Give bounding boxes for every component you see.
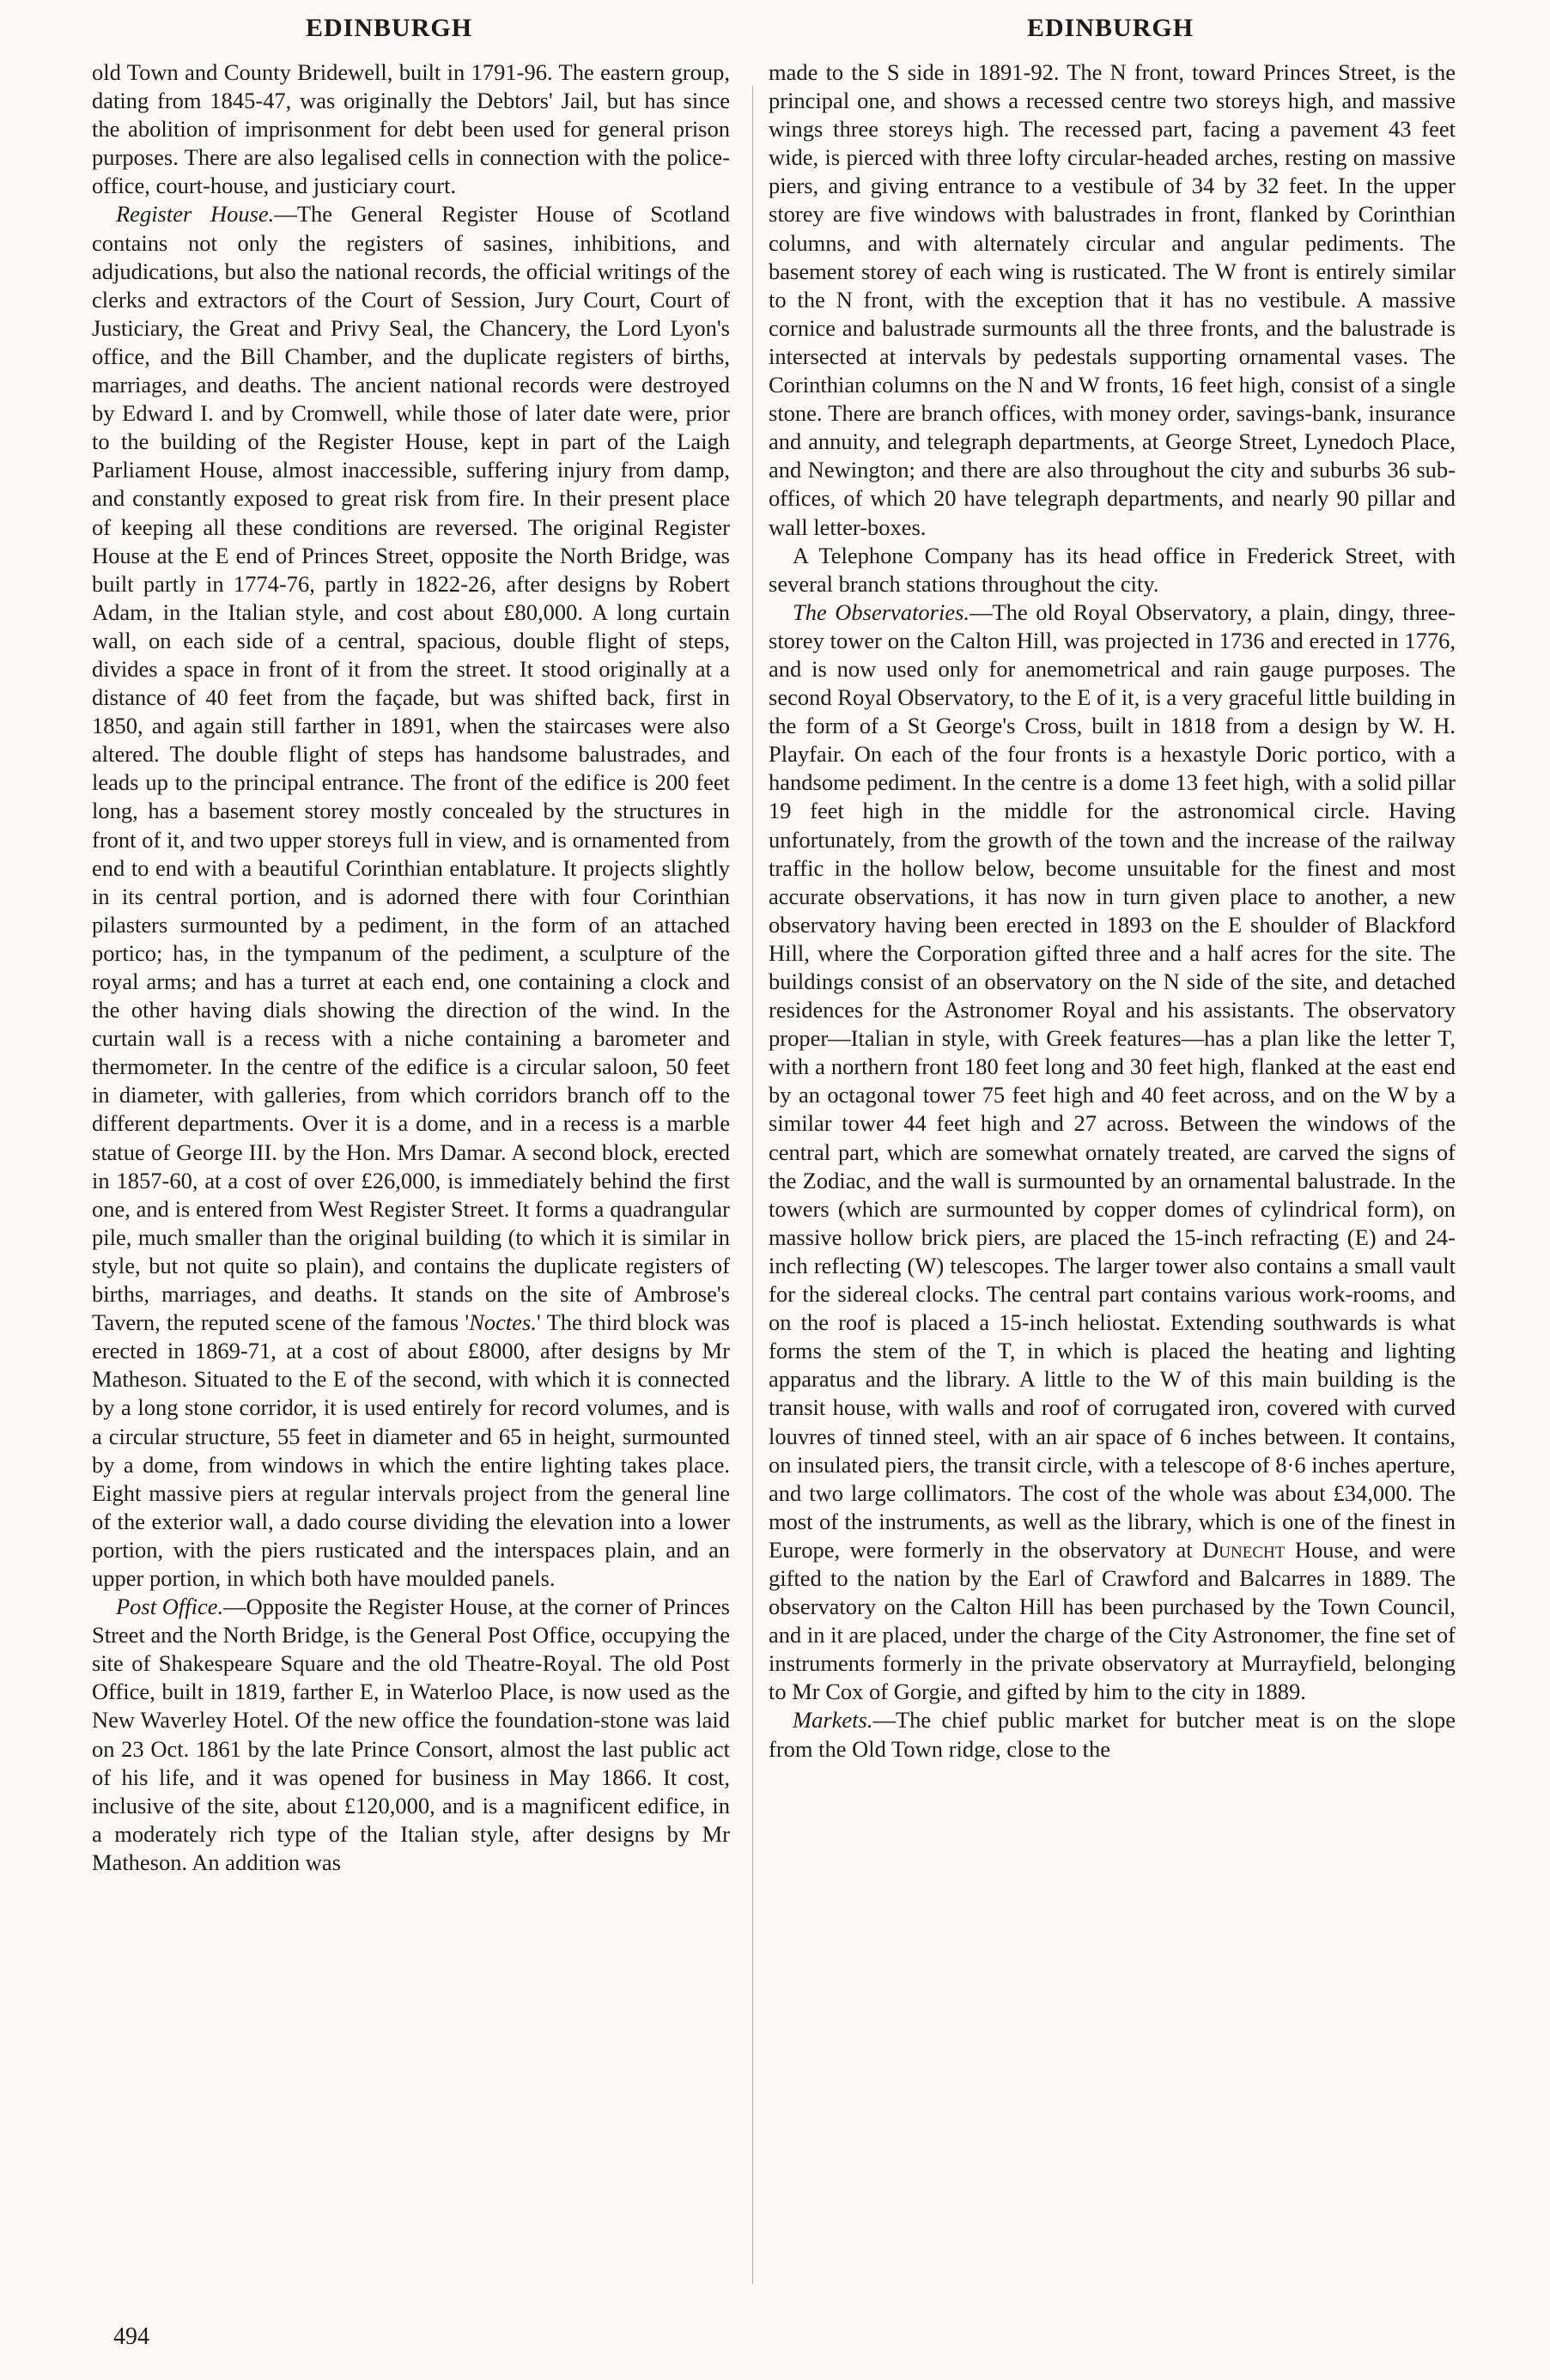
paragraph-post-office [92,1593,730,1877]
column-divider [752,86,753,2284]
paragraph-markets [769,1706,1456,1763]
observatories-text-end: House, and were gifted to the nation by the Earl of Crawford and Balcarres in 1889. The observatory on the Calton Hill has been purchased by the Town Council, and in it are placed, under the charge of the City Astronomer, the fine set of instruments formerly in the private observatory at Murrayfield, belonging to Mr Cox of Gorgie, and gifted by him to the city in 1889. [769,1536,1456,1705]
page-number: 494 [113,2323,149,2350]
section-heading-post-office: Post Office. [116,1594,224,1620]
section-heading-markets: Markets. [793,1707,873,1733]
register-house-text: —The General Register House of Scotland contains not only the registers of sasines, inhibitions, and adjudications, but also the national records, the official writings of the clerks and extractors of the Court of Session, Jury Court, Court of Justiciary, the Great and Privy Seal, the Chancery, the Lord Lyon's office, and the Bill Chamber, and the duplicate registers of births, marriages, and deaths. The ancient national records were destroyed by Edward I. and by Cromwell, while those of later date were, prior to the building of the Register House, kept in part of the Laigh Parliament House, almost inaccessible, suffering injury from damp, and constantly exposed to great risk from fire. In their present place of keeping all these conditions are reversed. The original Register House at the E end of Princes Street, opposite the North Bridge, was built partly in 1774-76, partly in 1822-26, after designs by Robert Adam, in the Italian style, and cost about £80,000. A long curtain wall, on each side of a central, spacious, double flight of steps, divides a space in front of it from the street. It stood originally at a distance of 40 feet from the façade, but was shifted back, first in 1850, and again still farther in 1891, when the staircases were also altered. The double flight of steps has handsome balustrades, and leads up to the principal entrance. The front of the edifice is 200 feet long, has a basement storey mostly concealed by the structures in front of it, and two upper storeys full in view, and is ornamented from end to end with a beautiful Corinthian entablature. It projects slightly in its central portion, and is adorned there with four Corinthian pilasters surmounted by a pediment, in the form of an attached portico; has, in the tympanum of the pediment, a sculpture of the royal arms; and has a turret at each end, one containing a clock and the other having dials showing the direction of the wind. In the curtain wall is a recess with a niche containing a barometer and thermometer. In the centre of the edifice is a circular saloon, 50 feet in diameter, with galleries, from which corridors branch off to the different departments. Over it is a dome, and in a recess is a marble statue of George III. by the Hon. Mrs Damar. A second block, erected in 1857-60, at a cost of over £26,000, is immediately behind the first one, and is entered from West Register Street. It forms a quadrangular pile, much smaller than the original building (to which it is similar in style, but not quite so plain), and contains the duplicate registers of births, marriages, and deaths. It stands on the site of Ambrose's Tavern, the reputed scene of the famous ' [92,201,730,1336]
paragraph-prison: old Town and County Bridewell, built in 1791-96. The eastern group, dating from 1845-47, was originally the Debtors' Jail, but has since the abolition of imprisonment for debt been used for general prison purposes. There are also legalised cells in connection with the police-office, court-house, and justiciary court. [92,59,730,199]
paragraph-telephone: A Telephone Company has its head office in Frederick Street, with several branch stations throughout the city. [769,542,1456,597]
section-heading-observatories: The Observatories. [793,598,970,625]
section-heading-register-house: Register House. [116,201,275,228]
observatories-text: —The old Royal Observatory, a plain, dingy, three-storey tower on the Calton Hill, was projected in 1736 and erected in 1776, and is now used only for anemometrical and rain gauge purposes. The second Royal Observatory, to the E of it, is a very graceful little building in the form of a St George's Cross, built in 1818 from a design by W. H. Playfair. On each of the four fronts is a hexastyle Doric portico, with a handsome pediment. In the centre is a dome 13 feet high, with a solid pillar 19 feet high in the middle for the astronomical circle. Having unfortunately, from the growth of the town and the increase of the railway traffic in the hollow below, become unsuitable for the finest and most accurate observations, it has now in turn given place to another, a new observatory having been erected in 1893 on the E shoulder of Blackford Hill, where the Corporation gifted three and a half acres for the site. The buildings consist of an observatory on the N side of the site, and detached residences for the Astronomer Royal and his assistants. The observatory proper—Italian in style, with Greek features—has a plan like the letter T, with a northern front 180 feet long and 30 feet high, flanked at the east end by an octagonal tower 75 feet high and 40 feet across, and on the W by a similar tower 44 feet high and 27 across. Between the windows of the central part, which are somewhat ornately treated, are carved the signs of the Zodiac, and the wall is surmounted by an ornamental balustrade. In the towers (which are surmounted by copper domes of cylindrical form), on massive hollow brick piers, are placed the 15-inch refracting (E) and 24-inch reflecting (W) telescopes. The larger tower also contains a small vault for the sidereal clocks. The central part contains various work-rooms, and on the roof is placed a 15-inch heliostat. Extending southwards is what forms the stem of the T, in which is placed the heating and lighting apparatus and the library. A little to the W of this main building is the transit house, with walls and roof of corrugated iron, covered with curved louvres of tinned steel, with an air space of 6 inches between. It contains, on insulated piers, the transit circle, with a telescope of 8·6 inches aperture, and two large collimators. The cost of the whole was about £34,000. The most of the instruments, as well as the library, which is one of the finest in Europe, were formerly in the observatory at [769,598,1456,1563]
paragraph-register-house [92,200,730,1593]
paragraph-observatories [769,598,1456,1707]
right-column [769,58,1456,1764]
post-office-text: —Opposite the Register House, at the corner of Princes Street and the North Bridge, is the General Post Office, occupying the site of Shakespeare Square and the old Theatre-Royal. The old Post Office, built in 1819, farther E, in Waterloo Place, is now used as the New Waverley Hotel. Of the new office the foundation-stone was laid on 23 Oct. 1861 by the late Prince Consort, almost the last public act of his life, and it was opened for business in May 1866. It cost, inclusive of the site, about £120,000, and is a magnificent edifice, in a moderately rich type of the Italian style, after designs by Mr Matheson. An addition was [92,1594,730,1875]
left-column [92,58,730,1877]
dunecht-name: Dunecht [1202,1536,1286,1563]
paragraph-post-office-cont: made to the S side in 1891-92. The N front, toward Princes Street, is the principal one, and shows a recessed centre two storeys high, and massive wings three storeys high. The recessed part, facing a pavement 43 feet wide, is pierced with three lofty circular-headed arches, resting on massive piers, and giving entrance to a vestibule of 34 by 32 feet. In the upper storey are five windows with balustrades in front, flanked by Corinthian columns, and with alternately circular and angular pediments. The basement storey of each wing is rusticated. The W front is entirely similar to the N front, with the exception that it has no vestibule. A massive cornice and balustrade surmounts all the three fronts, and the balustrade is intersected at intervals by pedestals supporting ornamental vases. The Corinthian columns on the N and W fronts, 16 feet high, consist of a single stone. There are branch offices, with money order, savings-bank, insurance and annuity, and telegraph departments, at George Street, Lynedoch Place, and Newington; and there are also throughout the city and suburbs 36 sub-offices, of which 20 have telegraph departments, and nearly 90 pillar and wall letter-boxes. [769,59,1456,540]
markets-text: —The chief public market for butcher meat is on the slope from the Old Town ridge, close to the [769,1707,1456,1762]
noctes-title: Noctes. [469,1309,537,1336]
register-house-text-end: ' The third block was erected in 1869-71, at a cost of about £8000, after designs by Mr Matheson. Situated to the E of the second, with which it is connected by a long stone corridor, it is used entirely for record volumes, and is a circular structure, 55 feet in diameter and 65 in height, surmounted by a dome, from windows in which the entire lighting takes place. Eight massive piers at regular intervals project from the general line of the exterior wall, a dado course dividing the elevation into a lower portion, with the piers rusticated and the interspaces plain, and an upper portion, in which both have moulded panels. [92,1309,730,1591]
running-head-right: EDINBURGH [1027,14,1194,42]
running-head-left: EDINBURGH [306,14,473,42]
